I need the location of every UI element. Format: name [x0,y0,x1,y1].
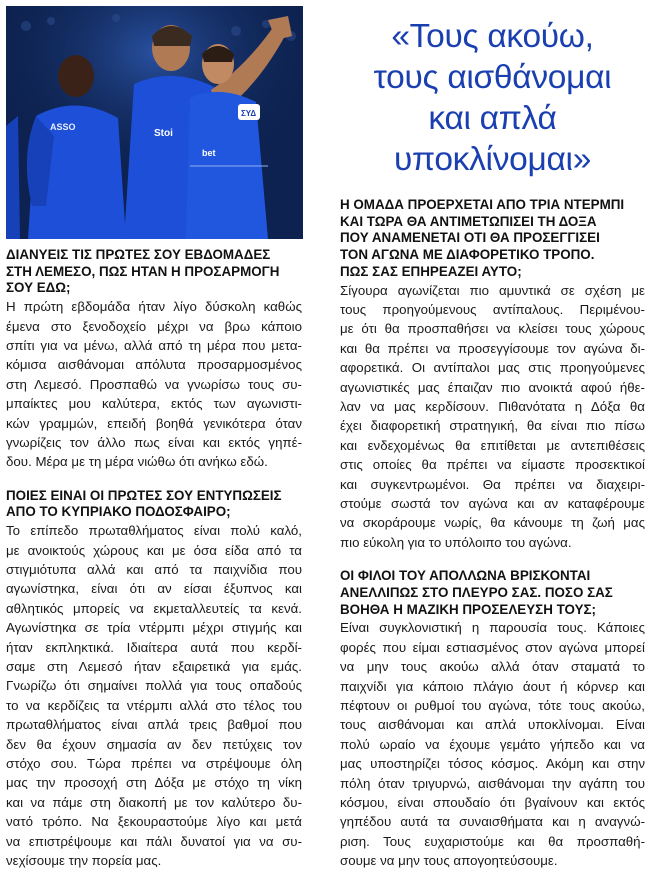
answer-line: παιχνίδι για κάποιο πλάγιο άουτ ή κόρνερ και [340,678,645,694]
answer-line: στιγμιότυπα αλλά και από τα παιχνίδια που [6,561,302,577]
question-1 [6,247,302,297]
answer-line: Είναι συγκλονιστική η παρουσία τους. Κάποιες [340,620,645,636]
left-column [6,247,302,886]
answer-line: αγωνίστηκα, είναι ότι αν είσαι έξυπνος και [6,581,302,597]
question-line: ΒΟΗΘΑ Η ΜΑΖΙΚΗ ΠΡΟΣΕΛΕΥΣΗ ΤΟΥΣ; [340,601,596,617]
answer-line: μας υποστηρίζει τόσος κόσμος. Ακόμη και στην [340,756,645,772]
answer-line: πιο εύκολη για το υπόλοιπο του αγώνα. [340,534,572,550]
answer-line: Η πρώτη εβδομάδα ήταν λίγο δύσκολη καθώς [6,299,302,315]
question-line: ΟΙ ΦΙΛΟΙ ΤΟΥ ΑΠΟΛΛΩΝΑ ΒΡΙΣΚΟΝΤΑΙ [340,568,591,584]
answer-line: ήταν εκπληκτικά. Ιδιαίτερα αυτά που κερδί- [6,639,302,655]
answer-line: δεν θα έχουν σημασία αν δεν πετύχεις τον [6,736,302,752]
answer-line: δου. Μέρα με τη μέρα νιώθω ότι ανήκω εδώ. [6,454,268,470]
answer-line: γηπέδου αυτά τα συναισθήματα και η αναγνώ- [340,814,645,830]
answer-line: αγωνιστικές μας έπαιζαν πιο ανοικτά αφού ήθε- [340,379,645,395]
answer-1 [6,297,302,472]
pull-quote-line: τους αισθάνομαι [373,59,612,96]
answer-line: αθλητικός μπορείς να εκμεταλλευτείς τα κενά. [6,600,302,616]
question-line: ΚΑΙ ΤΩΡΑ ΘΑ ΑΝΤΙΜΕΤΩΠΙΣΕΙ ΤΗ ΔΟΞΑ [340,213,597,229]
answer-line: ριση. Τους ευχαριστούμε και θα προσπαθή- [340,833,645,849]
answer-line: στούμε σωστά τον αγώνα και αν καταφέρουμε [340,495,645,511]
svg-text:ASSO: ASSO [50,122,76,132]
answer-line: πέφτουν οι ρυθμοί του αγώνα, τότε τους ακούω, [340,697,645,713]
answer-line: με ότι θα προσπαθήσει να κλείσει τους χώρους [340,321,645,337]
answer-line: γνωρίζεις τον άλλο πως είναι και εκτός γηπέ- [6,434,302,450]
answer-line: και να πάμε στη διακοπή με τον καλύτερο δυ- [6,794,302,810]
answer-line: τους προηγούμενους αντίπαλους. Περιμένου- [340,301,645,317]
answer-4 [340,618,645,870]
question-2 [6,488,302,521]
answer-line: σαμε στη Λεμεσό ήταν εξαιρετικά για εμάς. [6,659,302,675]
answer-line: μας την προσοχή στη Δόξα με στόχο τη νίκη [6,775,302,791]
answer-line: σπίτι για να μένω, αλλά από τη μέρα που μετα- [6,337,302,353]
pull-quote-line: «Τους ακούω, [391,18,594,55]
answer-line: νεχίσουμε την πορεία μας. [6,853,162,869]
answer-line: πολύ ωραίο να έχουμε γεμάτο γήπεδο και να [340,736,645,752]
answer-line: φορές που είμαι εστιασμένος στον αγώνα μπορεί [340,639,645,655]
answer-2 [6,521,302,870]
answer-3 [340,281,645,553]
answer-line: Το επίπεδο πρωταθλήματος είναι πολύ καλό, [6,523,302,539]
photo-illustration [6,6,303,239]
question-line: ΔΙΑΝΥΕΙΣ ΤΙΣ ΠΡΩΤΕΣ ΣΟΥ ΕΒΔΟΜΑΔΕΣ [6,247,271,262]
answer-line: τους αισθάνομαι και απλά υποκλίνομαι. Είναι [340,717,645,733]
answer-line: έχει διαφορετική στρατηγική, θα είναι πιο πίσω [340,418,645,434]
answer-line: πρωταθλήματος είναι απλά τρεις βαθμοί που [6,717,302,733]
question-line: ΠΟΥ ΑΝΑΜΕΝΕΤΑΙ ΟΤΙ ΘΑ ΠΡΟΣΕΓΓΙΣΕΙ [340,230,600,246]
answer-line: και συγκεντρωμένοι. Θα πρέπει να διαχειρι- [340,476,645,492]
answer-line: πόλη όταν τριγυρνώ, αισθάνομαι την αγάπη του [340,775,645,791]
question-line: ΣΟΥ ΕΔΩ; [6,280,71,296]
question-line: ΤΟΝ ΑΓΩΝΑ ΜΕ ΔΙΑΦΟΡΕΤΙΚΟ ΤΡΟΠΟ. [340,247,595,263]
question-line: Η ΟΜΑΔΑ ΠΡΟΕΡΧΕΤΑΙ ΑΠΟ ΤΡΙΑ ΝΤΕΡΜΠΙ [340,197,625,212]
answer-line: Γνωρίζω ότι σημαίνει πολλά για τους οπαδούς [6,678,302,694]
answer-line: με ανοικτούς χώρους και με όσα είδα από τα [6,542,302,558]
answer-line: λαν να μας κερδίσουν. Πιθανότατα η Δόξα θα [340,398,645,414]
answer-line: Σίγουρα αγωνίζεται πιο αμυντικά σε σχέση με [340,282,645,298]
pull-quote-line: υποκλίνομαι» [393,141,592,178]
svg-text:Stoi: Stoi [154,128,173,139]
question-line: ΠΟΙΕΣ ΕΙΝΑΙ ΟΙ ΠΡΩΤΕΣ ΣΟΥ ΕΝΤΥΠΩΣΕΙΣ [6,487,282,503]
question-line: ΠΩΣ ΣΑΣ ΕΠΗΡΕΑΖΕΙ ΑΥΤΟ; [340,263,522,279]
svg-text:ΣΥΔ: ΣΥΔ [241,109,257,118]
answer-line: να μην τους ακούω αλλά όταν σταματά το [340,659,645,675]
answer-line: το να κερδίζεις τα ντέρμπι αλλά στο τέλος του [6,697,302,713]
pull-quote-line: και απλά [428,100,557,137]
answer-line: να επιστρέψουμε και πάλι δυνατοί για να συ- [6,833,302,849]
answer-line: να σκοράρουμε νωρίς, θα κάνουμε τη ζωή μας [340,515,645,531]
question-3 [340,197,645,281]
pull-quote [340,16,645,180]
answer-line: σουμε να μην τους απογοητεύσουμε. [340,853,558,869]
answer-line: στόχο σου. Τώρα πρέπει να στρέψουμε όλη [6,756,302,772]
question-line: ΑΝΕΛΛΙΠΩΣ ΣΤΟ ΠΛΕΥΡΟ ΣΑΣ. ΠΟΣΟ ΣΑΣ [340,584,613,600]
answer-line: μπαίκτες μου καλύτερα, εκτός των αγωνιστι- [6,396,302,412]
answer-line: κόμισα αισθάνομαι απόλυτα προσαρμοσμένος [6,357,302,373]
answer-line: και θα πρέπει να προσεγγίσουμε τον αγώνα δι- [340,340,645,356]
answer-line: Αγωνίστηκα σε τρία ντέρμπι μέχρι στιγμής και [6,620,302,636]
answer-line: έμενα στο ξενοδοχείο μέχρι να βρω κάποιο [6,318,302,334]
question-line: ΣΤΗ ΛΕΜΕΣΟ, ΠΩΣ ΗΤΑΝ Η ΠΡΟΣΑΡΜΟΓΗ [6,263,280,279]
question-4 [340,568,645,618]
svg-text:bet: bet [202,148,216,158]
answer-line: στη Λεμεσό. Προσπαθώ να γνωρίσω τους συ- [6,376,302,392]
answer-line: και ενδεχομένως θα επιτίθεται με αντεπιθέσεις [340,437,645,453]
right-column [340,16,645,887]
answer-line: κών γραμμών, επειδή βοηθά γενικότερα όταν [6,415,302,431]
answer-line: αφορετικά. Οι αντίπαλοι μας στις προηγούμενες [340,360,645,376]
answer-line: στις οποίες θα πρέπει να είμαστε προσεκτικοί [340,457,645,473]
players-celebration-photo [6,6,303,239]
question-line: ΑΠΟ ΤΟ ΚΥΠΡΙΑΚΟ ΠΟΔΟΣΦΑΙΡΟ; [6,504,231,520]
answer-line: κόσμου, είναι σπουδαίο ότι βγαίνουν και εκτός [340,794,645,810]
answer-line: νατό τρόπο. Να ξεκουραστούμε λίγο και μετά [6,814,302,830]
